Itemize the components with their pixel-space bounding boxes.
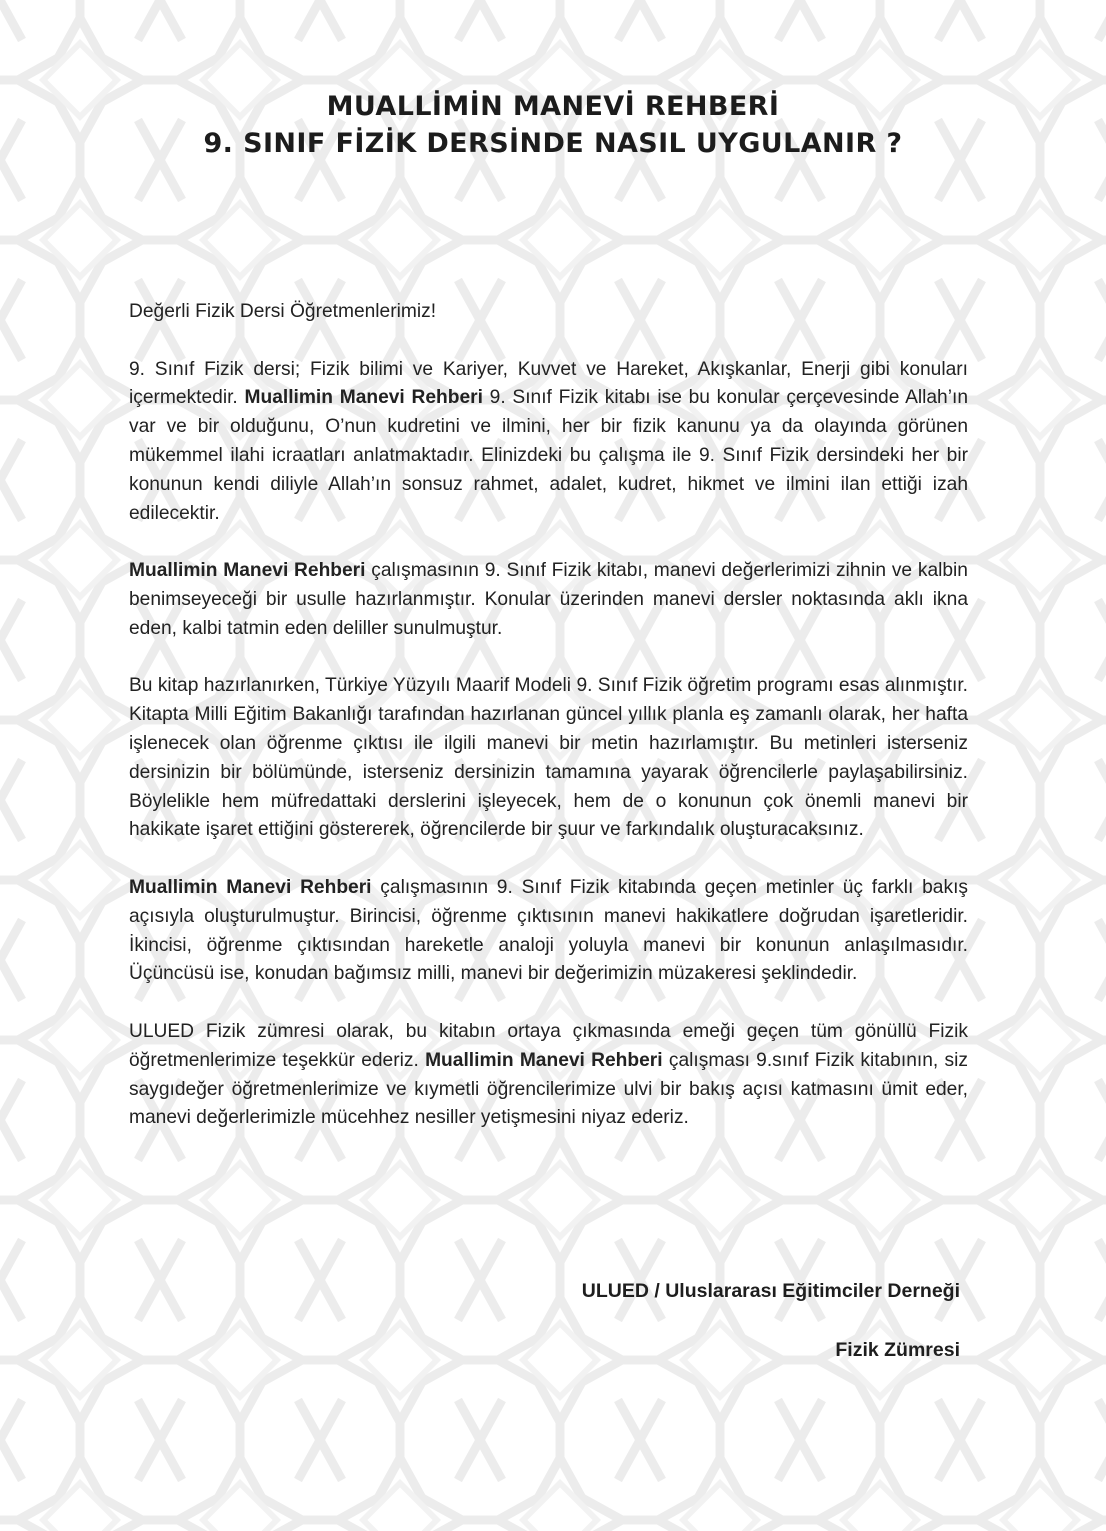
page-title: [0, 88, 1106, 162]
paragraph-2: [129, 557, 968, 643]
paragraph-4-text: çalışmasının 9. Sınıf Fizik kitabında geçen metinler üç farklı bakış açısıyla oluşturulmuştur. Birincisi, öğrenme çıktısının manevi hakikatlere doğrudan işaretleridir. İkincisi, öğrenme çıktısından hareketle analoji yoluyla manevi bir konunun anlaşılmasıdır. Üçüncüsü ise, konudan bağımsız milli, manevi bir değerimizin müzakeresi şeklindedir.: [129, 876, 968, 985]
paragraph-1: [129, 356, 968, 529]
paragraph-5-text-a: ULUED Fizik zümresi olarak, bu kitabın ortaya çıkmasında emeği geçen tüm gönüllü Fizik öğretmenlerimize teşekkür ederiz.: [129, 1020, 968, 1071]
paragraph-5-text-b: çalışması 9.sınıf Fizik kitabının, siz saygıdeğer öğretmenlerimize ve kıymetli öğrencilerimize ulvi bir bakış açısı katmasını ümit eder, manevi değerlerimizle mücehhez nesiller yetişmesini niyaz ederiz.: [129, 1049, 968, 1129]
title-line-1: MUALLİMİN MANEVİ REHBERİ: [326, 91, 780, 122]
letter-body: [129, 298, 968, 1162]
paragraph-3-text: Bu kitap hazırlanırken, Türkiye Yüzyılı Maarif Modeli 9. Sınıf Fizik öğretim programı esas alınmıştır. Kitapta Milli Eğitim Bakanlığı tarafından hazırlanan güncel yıllık planla eş zamanlı olarak, her hafta işlenecek olan öğrenme çıktısı ile ilgili manevi bir metin hazırlamıştır. Bu metinleri isterseniz dersinizin bir bölümünde, isterseniz dersinizin tamamına yayarak öğrencilerle paylaşabilirsiniz. Böylelikle hem müfredattaki derslerini işleyecek, hem de o konunun çok önemli manevi bir hakikate işaret ettiğini göstererek, öğrencilerde bir şuur ve farkındalık oluşturacaksınız.: [129, 675, 968, 841]
paragraph-3: [129, 672, 968, 845]
paragraph-4-bold: Muallimin Manevi Rehberi: [129, 876, 372, 898]
paragraph-1-bold: Muallimin Manevi Rehberi: [244, 387, 483, 409]
paragraph-2-bold: Muallimin Manevi Rehberi: [129, 560, 366, 582]
paragraph-5: [129, 1018, 968, 1133]
paragraph-1-text-a: 9. Sınıf Fizik dersi; Fizik bilimi ve Kariyer, Kuvvet ve Hareket, Akışkanlar, Enerji gibi konuları içermektedir.: [129, 358, 968, 409]
greeting: Değerli Fizik Dersi Öğretmenlerimiz!: [129, 301, 437, 322]
signature-group: Fizik Zümresi: [835, 1339, 960, 1361]
title-line-2: 9. SINIF FİZİK DERSİNDE NASIL UYGULANIR ?: [203, 128, 903, 159]
paragraph-5-bold: Muallimin Manevi Rehberi: [425, 1049, 663, 1071]
paragraph-1-text-b: 9. Sınıf Fizik kitabı ise bu konular çerçevesinde Allah’ın var ve bir olduğunu, O’nun kudretini ve ilmini, her bir fizik kanunu ya da olayında görünen mükemmel ilahi icraatları anlatmaktadır. Elinizdeki bu çalışma ile 9. Sınıf Fizik dersindeki her bir konunun kendi diliyle Allah’ın sonsuz rahmet, adalet, kudret, hikmet ve ilmini ilan ettiği izah edilecektir.: [129, 387, 968, 524]
signature-organization: ULUED / Uluslararası Eğitimciler Derneği: [581, 1280, 960, 1302]
paragraph-2-text: çalışmasının 9. Sınıf Fizik kitabı, manevi değerlerimizi zihnin ve kalbin benimseyeceği bir usulle hazırlanmıştır. Konular üzerinden manevi dersler noktasında aklı ikna eden, kalbi tatmin eden deliller sunulmuştur.: [129, 560, 968, 639]
paragraph-4: [129, 874, 968, 989]
